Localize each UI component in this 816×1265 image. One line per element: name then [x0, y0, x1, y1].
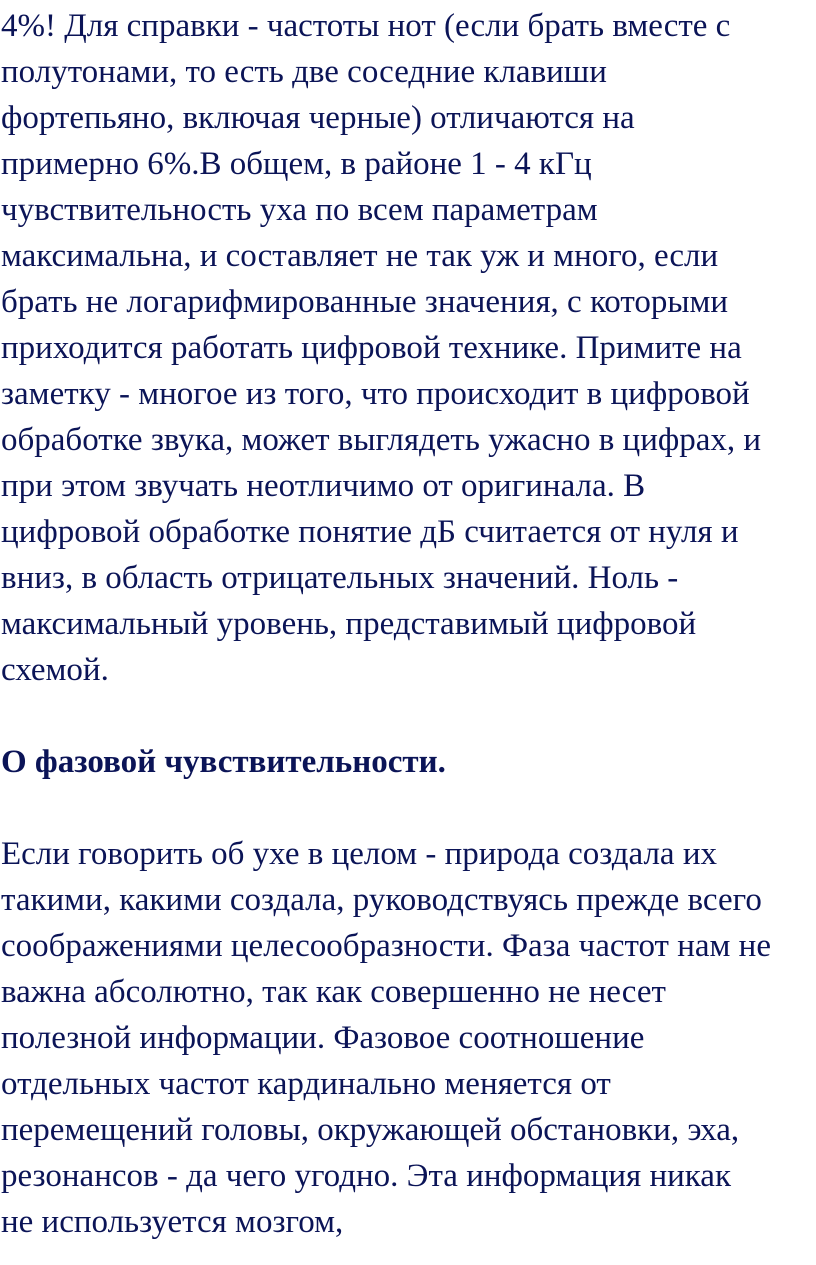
paragraph-2-line-9: не используется мозгом,: [1, 1204, 344, 1240]
paragraph-1-line-14: максимальный уровень, представимый цифровой: [1, 606, 697, 642]
paragraph-1-line-13: вниз, в область отрицательных значений. Ноль -: [1, 560, 679, 596]
paragraph-1-line-4: примерно 6%.В общем, в районе 1 - 4 кГц: [1, 146, 592, 182]
paragraph-1-line-11: при этом звучать неотличимо от оригинала. В: [1, 468, 646, 504]
paragraph-1-line-15: схемой.: [1, 652, 109, 688]
paragraph-2-line-7: перемещений головы, окружающей обстановки, эха,: [1, 1112, 740, 1148]
paragraph-1-line-9: заметку - многое из того, что происходит в цифровой: [1, 376, 750, 412]
paragraph-2-line-1: Если говорить об ухе в целом - природа создала их: [1, 836, 717, 872]
paragraph-1-line-5: чувствительность уха по всем параметрам: [1, 192, 598, 228]
section-heading: О фазовой чувствительности.: [1, 744, 446, 780]
paragraph-1-line-3: фортепьяно, включая черные) отличаются на: [1, 100, 635, 136]
paragraph-1-line-6: максимальна, и составляет не так уж и много, если: [1, 238, 719, 274]
paragraph-1-line-1: 4%! Для справки - частоты нот (если брать вместе с: [1, 8, 731, 44]
paragraph-1-line-12: цифровой обработке понятие дБ считается от нуля и: [1, 514, 739, 550]
paragraph-2-line-8: резонансов - да чего угодно. Эта информация никак: [1, 1158, 731, 1194]
paragraph-1-line-10: обработке звука, может выглядеть ужасно в цифрах, и: [1, 422, 762, 458]
paragraph-2-line-6: отдельных частот кардинально меняется от: [1, 1066, 611, 1102]
paragraph-2-line-3: соображениями целесообразности. Фаза частот нам не: [1, 928, 771, 964]
paragraph-2-line-4: важна абсолютно, так как совершенно не несет: [1, 974, 666, 1010]
paragraph-2-line-2: такими, какими создала, руководствуясь прежде всего: [1, 882, 762, 918]
paragraph-1-line-2: полутонами, то есть две соседние клавиши: [1, 54, 607, 90]
paragraph-2-line-5: полезной информации. Фазовое соотношение: [1, 1020, 645, 1056]
paragraph-1-line-7: брать не логарифмированные значения, с которыми: [1, 284, 729, 320]
paragraph-1-line-8: приходится работать цифровой технике. Примите на: [1, 330, 742, 366]
